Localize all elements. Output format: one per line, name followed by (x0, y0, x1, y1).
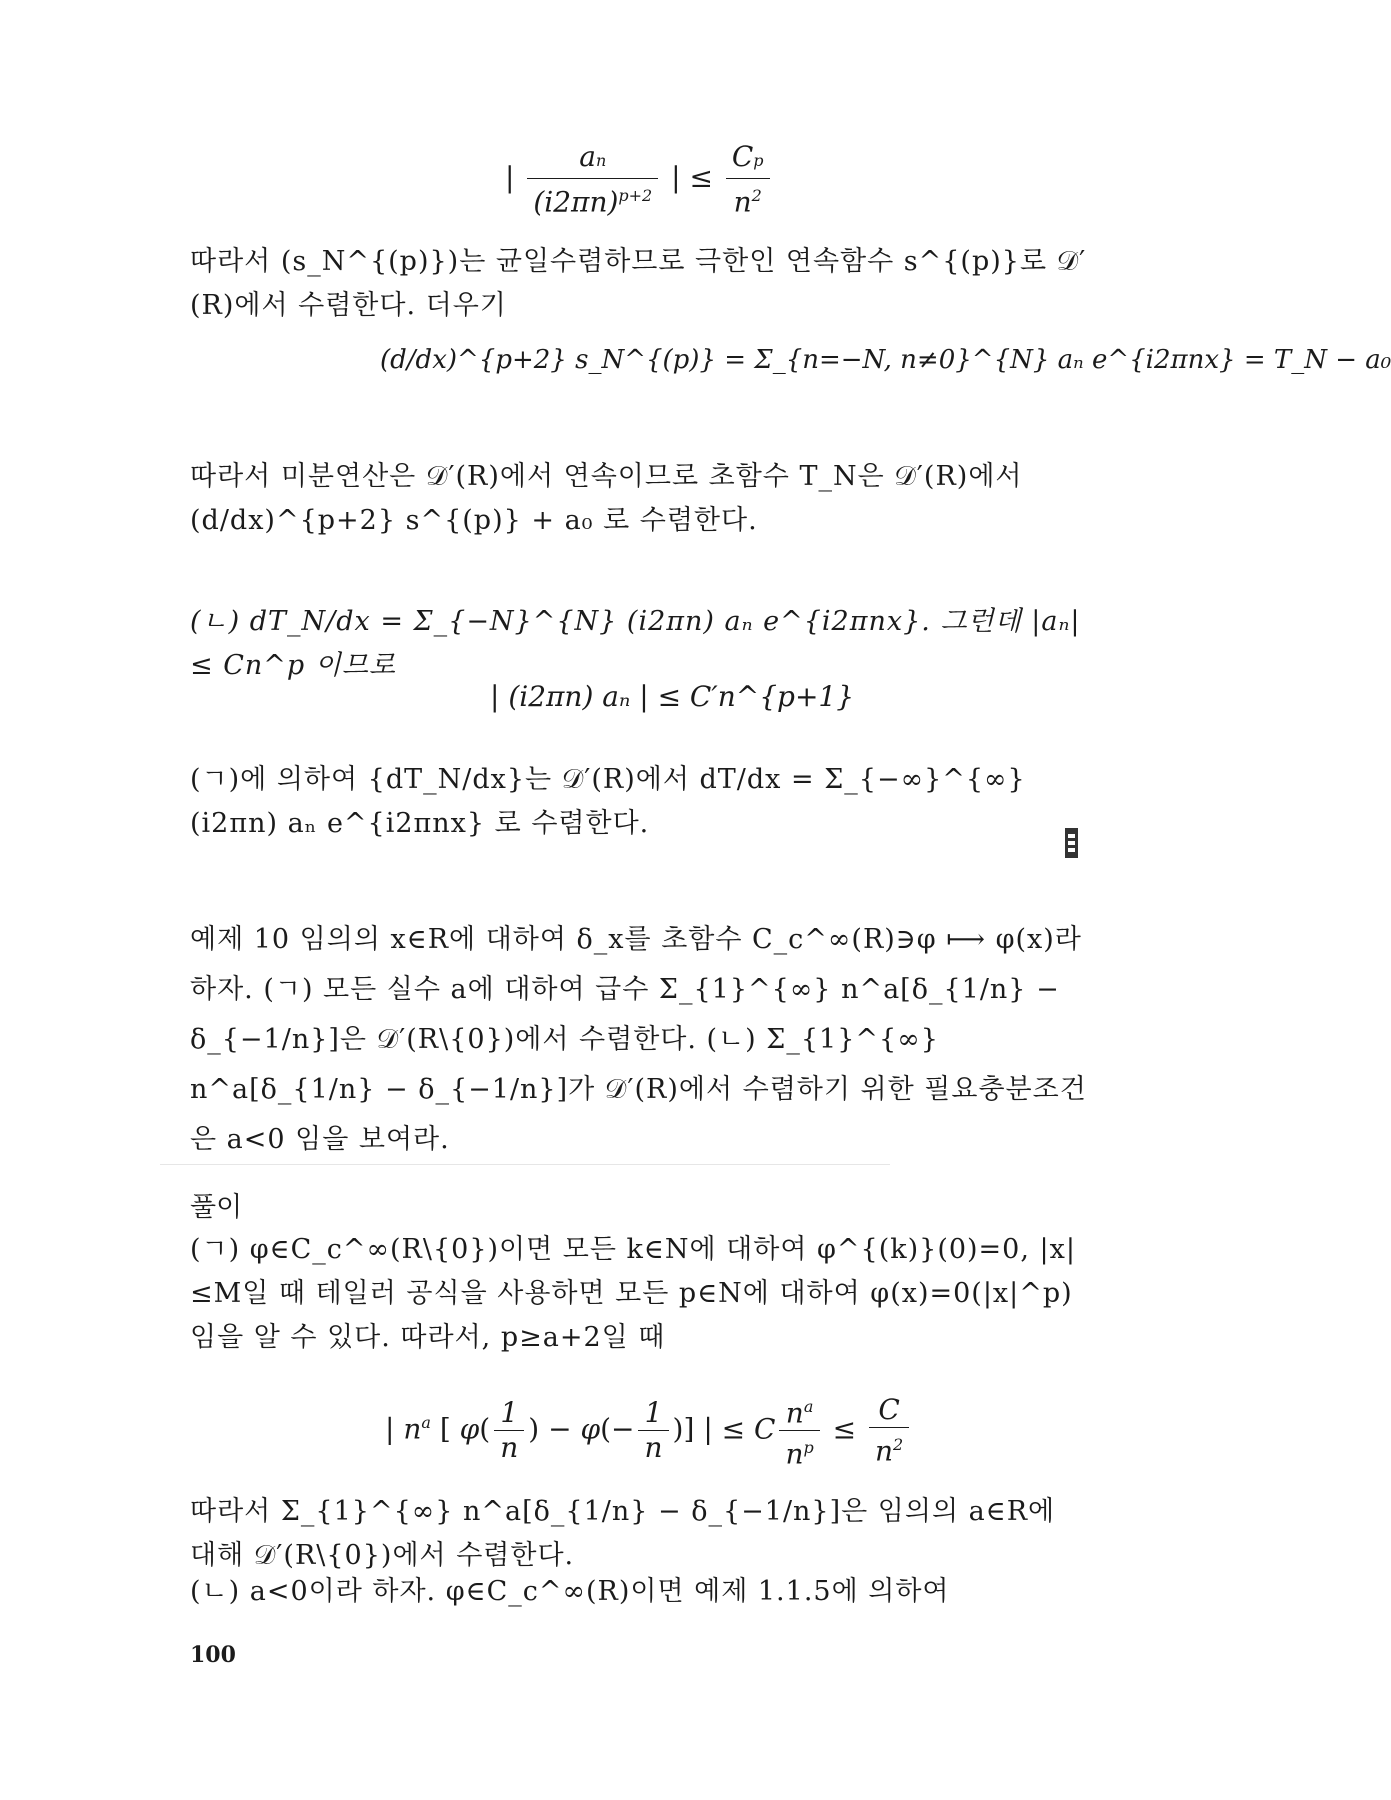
margin-marker-icon (1065, 828, 1078, 858)
equation-bound-i2pin-an: | (i2πn) aₙ | ≤ C′n^{p+1} (490, 680, 855, 713)
paragraph-continuity-derivative: 따라서 미분연산은 𝒟′(R)에서 연속이므로 초함수 T_N은 𝒟′(R)에서 (d/dx)^{p+2} s^{(p)} + a₀ 로 수렴한다. (190, 461, 1023, 536)
equation-phi-estimate: | $n^a$ [ φ( $\frac{1}{n}$ ) − φ(− $\frac{1}{n}$ )] | ≤ C $\frac{n^a}{n^p}$ ≤ $\frac{C}{n^2}$ (385, 1390, 913, 1472)
paragraph-uniform-convergence: 따라서 (s_N^{(p)})는 균일수렴하므로 극한인 연속함수 s^{(p)}로 𝒟′(R)에서 수렴한다. 더우기 (190, 246, 1087, 321)
solution-part-b: (ㄴ) a<0이라 하자. φ∈C_c^∞(R)이면 예제 1.1.5에 의하여 (190, 1576, 950, 1607)
divider (160, 1164, 890, 1165)
solution-part-a-conclusion: 따라서 Σ_{1}^{∞} n^a[δ_{1/n} − δ_{−1/n}]은 임의의 a∈R에 대해 𝒟′(R\{0})에서 수렴한다. (190, 1496, 1056, 1571)
equation-derivative-sum: (d/dx)^{p+2} s_N^{(p)} = Σ_{n=−N, n≠0}^{N} aₙ e^{i2πnx} = T_N − a₀ (380, 345, 1391, 375)
page-number: 100 (190, 1642, 236, 1668)
equation-bound-an: | $\frac{an}{(i2\pi n)^{p+2}}$ | ≤ $\frac{Cp}{n^2}$ (505, 140, 774, 219)
solution-part-a: (ㄱ) φ∈C_c^∞(R\{0})이면 모든 k∈N에 대하여 φ^{(k)}(0)=0, |x|≤M일 때 테일러 공식을 사용하면 모든 p∈N에 대하여 φ(x)=0(|x|^p)임을 알 수 있다. 따라서, p≥a+2일 때 (190, 1234, 1076, 1353)
example-10: 예제 10 임의의 x∈R에 대하여 δ_x를 초함수 C_c^∞(R)∋φ ⟼ φ(x)라 하자. (ㄱ) 모든 실수 a에 대하여 급수 Σ_{1}^{∞} n^a[δ_{1/n} − δ_{−1/n}]은 𝒟′(R\{0})에서 수렴한다. (ㄴ) Σ_{1}^{∞} n^a[δ_{1/n} − δ_{−1/n}]가 𝒟′(R)에서 수렴하기 위한 필요충분조건은 a<0 임을 보여라. (190, 924, 1087, 1155)
solution-title: 풀이 (190, 1192, 243, 1223)
paragraph-dT-dx-convergence: (ㄱ)에 의하여 {dT_N/dx}는 𝒟′(R)에서 dT/dx = Σ_{−∞}^{∞} (i2πn) aₙ e^{i2πnx} 로 수렴한다. (190, 764, 1026, 839)
equation-dTN-dx: (ㄴ) dT_N/dx = Σ_{−N}^{N} (i2πn) aₙ e^{i2πnx}. 그런데 |aₙ| ≤ Cn^p 이므로 (190, 606, 1081, 681)
